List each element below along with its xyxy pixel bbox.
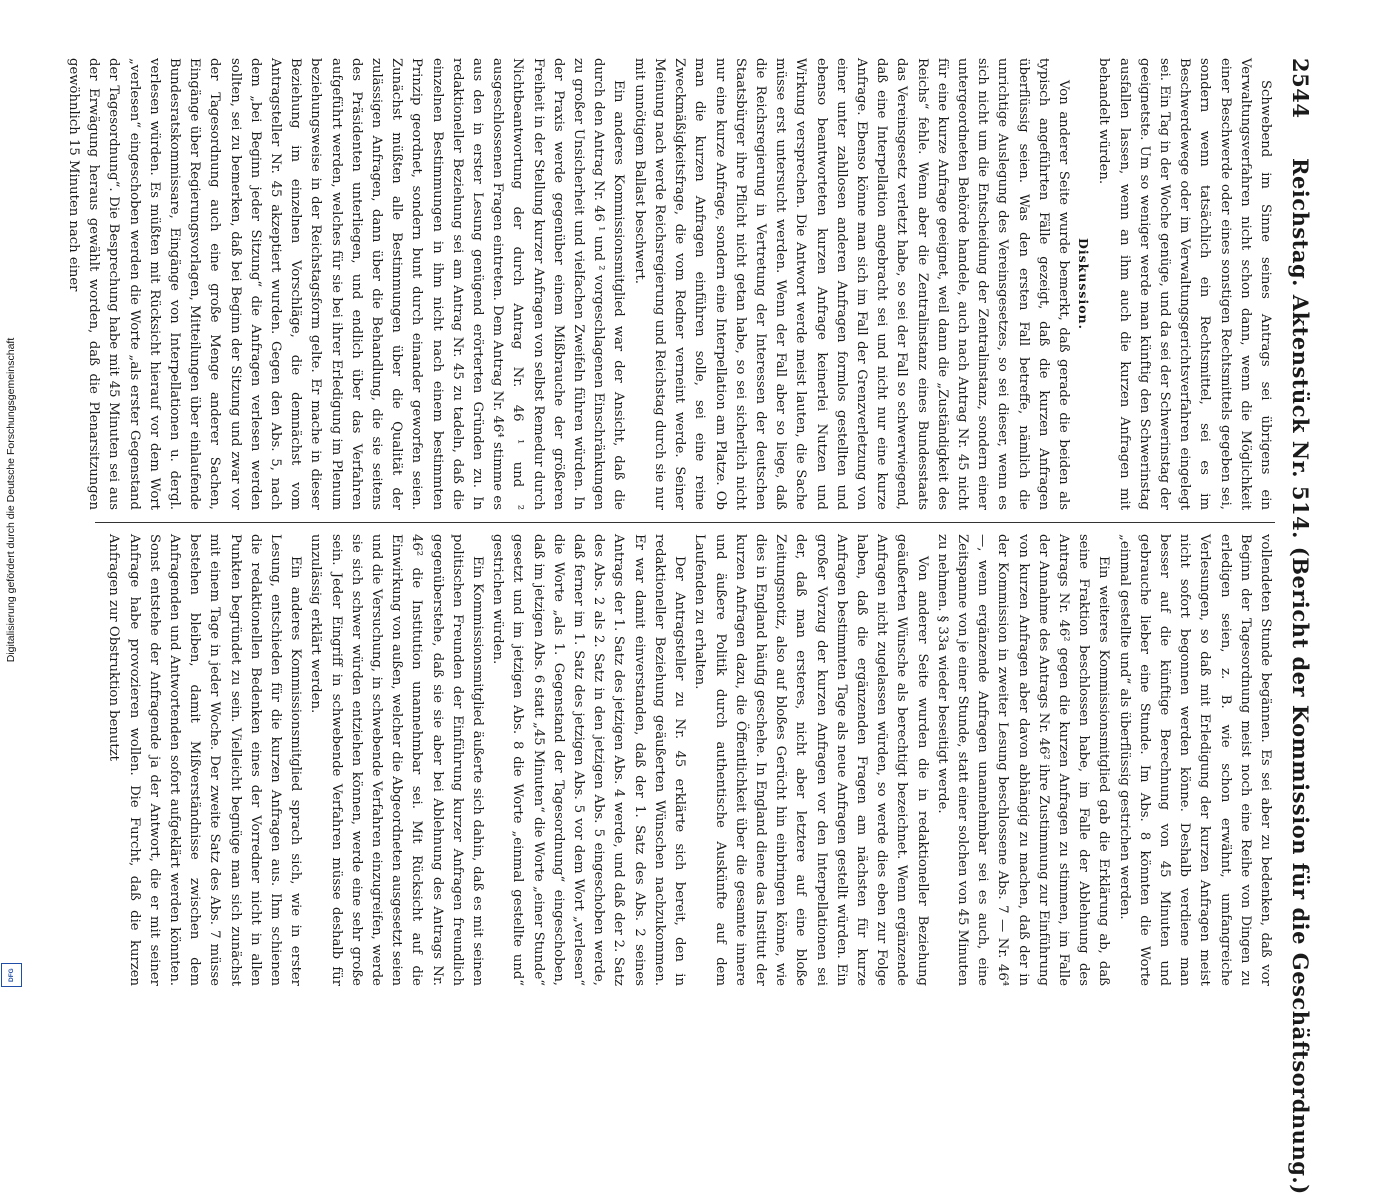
page-header (1279, 58, 1315, 1195)
dfg-logo: DFG (1, 963, 22, 987)
right-text-column (95, 534, 1275, 986)
rotated-page-content (66, 58, 1315, 1195)
digitization-sidebar (0, 0, 22, 1000)
paragraph: Schwebend im Sinne seines Antrags sei übrigens ein Verwaltungsverfahren nicht schon dann, wenn die Möglichkeit einer Beschwerde oder eines sonstigen Rechtsmittels gegeben sei, sondern wenn tatsächlich ein Rechtsmittel, sei es im Beschwerdewege oder im Verwaltungsgerichtsverfahren eingelegt sei. Ein Tag in der Woche genüge, und da sei der Schwerinstag der geeignetste. Um so weniger werde man künftig den Schwerinstag ausfallen lassen, wenn an ihm auch die kurzen Anfragen mit behandelt würden. (1096, 58, 1273, 510)
paragraph: Ein anderes Kommissionsmitglied war der Ansicht, daß die durch den Antrag Nr. 46 ¹ und ² vorgeschlagenen Einschränkungen zu großer Unsicherheit und vielfachen Zweifeln führen würden. In der Praxis werde gegenüber einem Mißbrauche der größeren Freiheit in der Stellung kurzer Anfragen von selbst Remedur durch Nichtbeantwortung der durch Antrag Nr. 46 ¹ und ² ausgeschlossenen Fragen eintreten. Dem Antrag Nr. 46⁴ stimme es aus den in erster Lesung genügend erörterten Gründen zu. In redaktioneller Beziehung sei am Antrag Nr. 45 zu tadeln, daß die einzelnen Bestimmungen in ihm nicht nach einem bestimmten Prinzip geordnet, sondern bunt durch einander geworfen seien. Zunächst müßten alle Bestimmungen über die Qualität der zulässigen Anfragen, dann über die Behandlung, die sie seitens des Präsidenten unterliegen, und endlich über das Verfahren aufgeführt werden, welches für sie bei ihrer Erledigung im Plenum beziehungsweise in der Reichstagsform gelte. Er mache in dieser Beziehung im einzelnen Vorschläge, die demnächst vom Antragsteller Nr. 45 akzeptiert wurden. Gegen den Abs. 5, nach dem „bei Beginn jeder Sitzung“ die Anfragen verlesen werden sollten, sei zu bemerken, daß bei Beginn der Sitzung und zwar vor der Tagesordnung auch eine große Menge anderer Sachen, Eingänge über Regierungsvorlagen, Mitteilungen über einlaufende Bundesratskommissare, Eingänge von Interpellationen u. dergl. verlesen würden. Es müßten mit Rücksicht hierauf vor dem Wort „verlesen“ eingeschoben werden die Worte „als erster Gegenstand der Tagesordnung“. Die Besprechung habe mit 45 Minuten sei aus der Erwägung heraus gewählt worden, daß die Plenarsitzungen gewöhnlich 15 Minuten nach einer (66, 58, 627, 510)
column-divider (95, 522, 1275, 523)
running-title: Reichstag. Aktenstück Nr. 514. (Bericht der Kommission für die Geschäftsordnung.) (1288, 158, 1313, 1195)
paragraph: Der Antragsteller zu Nr. 45 erklärte sich bereit, den in redaktioneller Beziehung geäußerten Wünschen nachzukommen. Er war damit einverstanden, daß der 1. Satz des Abs. 2 seines Antrags der 1. Satz des jetzigen Abs. 4 werde, und daß der 2. Satz des Abs. 2 als 2. Satz in den jetzigen Abs. 5 eingeschoben werde, daß ferner im 1. Satz des jetzigen Abs. 5 vor dem Wort „verlesen“ die Worte „als 1. Gegenstand der Tagesordnung“ eingeschoben, daß im jetzigen Abs. 6 statt „45 Minuten“ die Worte „einer Stunde“ gesetzt und im jetzigen Abs. 8 die Worte „einmal gestellte und“ gestrichen würden. (490, 534, 688, 986)
funding-credit: Digitalisierung gefördert durch die Deutsche Forschungsgemeinschaft (5, 337, 17, 663)
paragraph: Ein anderes Kommissionsmitglied sprach sich, wie in erster Lesung, entschieden für die kurzen Anfragen aus. Ihm schienen die redaktionellen Bedenken eines der Vorredner nicht in allen Punkten begründet zu sein. Vielleicht begnüge man sich zunächst mit einem Tage in jeder Woche. Der zweite Satz des Abs. 7 müsse bestehen bleiben, damit Mißverständnisse zwischen dem Anfragenden und Antwortenden sofort aufgeklärt werden könnten. Sonst entstehe der Anfragende ja der Antwort, die er mit seiner Anfrage habe provozieren wollen. Die Furcht, daß die kurzen Anfragen zur Obstruktion benutzt (106, 534, 304, 986)
paragraph: Von anderer Seite wurden die in redaktioneller Beziehung geäußerten Wünsche als berechtigt bezeichnet. Wenn ergänzende Anfragen nicht zugelassen würden, so werde dies eben zur Folge haben, daß die ergänzenden Fragen am nächsten für kurze Anfragen bestimmten Tage als neue Anfragen gestellt würden. Ein großer Vorzug der kurzen Anfragen vor den Interpellationen sei der, daß man ersteres, nicht aber letztere auf eine bloße Zeitungsnotiz, also auf bloßes Gerücht hin einbringen könne, wie dies in England häufig geschehe. In England diene das Institut der kurzen Anfragen dazu, die Öffentlichkeit über die gesamte innere und äußere Politik durch authentische Auskünfte auf dem Laufenden zu erhalten. (692, 534, 930, 986)
paragraph: vollendeten Stunde begännen. Es sei aber zu bedenken, daß vor Beginn der Tagesordnung meist noch eine Reihe von Dingen zu erledigen seien, z. B. wie schon erwähnt, umfangreiche Verlesungen, so daß mit Erledigung der kurzen Anfragen meist nicht sofort begonnen werden könne. Deshalb verdiene man besser auf die künftige Berechnung von 45 Minuten und gebrauche lieber eine Stunde. Im Abs. 8 könnten die Worte „einmal gestellte und“ als überflüssig gestrichen werden. (1116, 534, 1273, 986)
paragraph: Ein Kommissionsmitglied äußerte sich dahin, daß es mit seinen politischen Freunden der Einführung kurzer Anfragen freundlich gegenüberstehe, daß sie sie aber bei Ablehnung des Antrags Nr. 46² die Institution unannehmbar sei. Mit Rücksicht auf die Einwirkung von außen, welcher die Abgeordneten ausgesetzt seien und die Versuchung, in schwebende Verfahren einzugreifen, werde sie sich schwer würden entziehen können, werde eine sehr große sein. Jeder Eingriff in schwebende Verfahren müsse deshalb für unzulässig erklärt werden. (308, 534, 486, 986)
left-text-column (66, 58, 1275, 510)
page-number: 2544 (1288, 58, 1313, 119)
section-heading: Diskussion. (1076, 238, 1092, 330)
paragraph: Ein weiteres Kommissionsmitglied gab die Erklärung ab, daß seine Fraktion beschlossen habe, im Falle der Ablehnung des Antrags Nr. 46² gegen die kurzen Anfragen zu stimmen, im Falle der Annahme des Antrags Nr. 46² ihre Zustimmung zur Einführung von kurzen Anfragen aber davon abhängig zu machen, daß der in der Kommission in zweiter Lesung beschlossene Abs. 7 — Nr. 46⁴ —, wenn ergänzende Anfragen unannehmbar sei es auch, eine Zeitspanne von je einer Stunde, statt einer solchen von 45 Minuten zu nehmen. § 33a wieder beseitigt werde. (934, 534, 1112, 986)
paragraph: Von anderer Seite wurde bemerkt, daß gerade die beiden als typisch angeführten Fälle gezeigt, daß die kurzen Anfragen überflüssig seien. Was den ersten Fall betreffe, nämlich die unrichtige Auslegung des Vereinsgesetzes, so sei dieser, wenn es sich nicht um die Entscheidung der Zentralinstanz, sondern einer untergeordneten Behörde handele, auch nach Antrag Nr. 45 nicht für eine kurze Anfrage geeignet, weil dann die „Zuständigkeit des Reichs“ fehle. Wenn aber die Zentralinstanz eines Bundesstaats das Vereinsgesetz verletzt habe, so sei der Fall so schwerwiegend, daß eine Interpellation angebracht sei und nicht nur eine kurze Anfrage. Ebenso könne man sich im Fall der Grenzverletzung von einer unter zahllosen anderen Anfragen formlos gestellten und ebenso beantworteten kurzen Anfrage keinerlei Nutzen und Wirkung versprechen. Die Antwort werde meist lauten, die Sache müsse erst untersucht werden. Wenn der Fall aber so liege, daß die Reichsregierung in Vertretung der Interessen der deutschen Staatsbürger ihre Pflicht nicht getan habe, so sei sicherlich nicht nur eine kurze Anfrage, sondern eine Interpellation am Platze. Ob man die kurzen Anfragen einführen solle, sei eine reine Zweckmäßigkeitsfrage, die vom Redner verneint werde. Seiner Meinung nach werde Reichsregierung und Reichstag durch sie nur mit unnötigem Ballast beschwert. (631, 58, 1071, 510)
